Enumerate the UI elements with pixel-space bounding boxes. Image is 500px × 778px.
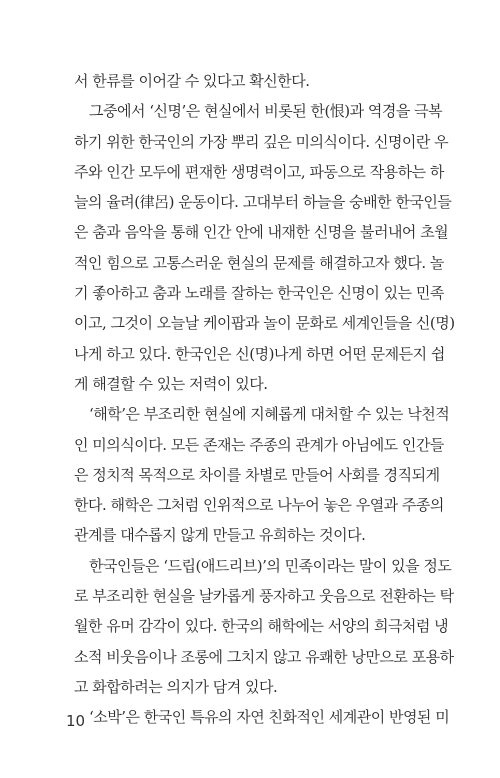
text-line: 적인 힘으로 고통스러운 현실의 문제를 해결하고자 했다. 놀 <box>74 253 444 272</box>
text-line: ‘소박’은 한국인 특유의 자연 친화적인 세계관이 반영된 미 <box>89 708 450 727</box>
text-line: 서 한류를 이어갈 수 있다고 확신한다. <box>74 72 310 90</box>
text-line: 소적 비웃음이나 조롱에 그치지 않고 유쾌한 낭만으로 포용하 <box>74 647 454 666</box>
text-line: 기 좋아하고 춤과 노래를 잘하는 한국인은 신명이 있는 민족 <box>74 284 444 303</box>
text-line: 한다. 해학은 그처럼 인위적으로 나누어 놓은 우열과 주종의 <box>74 496 444 515</box>
text-line: 월한 유머 감각이 있다. 한국의 해학에는 서양의 희극처럼 냉 <box>74 617 449 636</box>
text-line: 로 부조리한 현실을 날카롭게 풍자하고 웃음으로 전환하는 탁 <box>74 587 454 606</box>
text-line: 은 정치적 목적으로 차이를 차별로 만들어 사회를 경직되게 <box>74 465 440 484</box>
text-line: 이고, 그것이 오늘날 케이팝과 놀이 문화로 세계인들을 신(명) <box>74 314 455 333</box>
text-line: 인 미의식이다. 모든 존재는 주종의 관계가 아님에도 인간들 <box>74 435 444 454</box>
text-line: 주와 인간 모두에 편재한 생명력이고, 파동으로 작용하는 하 <box>74 162 444 181</box>
text-line: 관계를 대수롭지 않게 만들고 유희하는 것이다. <box>74 526 366 545</box>
text-line: 늘의 율려(律呂) 운동이다. 고대부터 하늘을 숭배한 한국인들 <box>74 193 452 212</box>
text-line: 은 춤과 음악을 통해 인간 안에 내재한 신명을 불러내어 초월 <box>74 223 449 242</box>
text-line: 한국인들은 ‘드립(애드리브)’의 민족이라는 말이 있을 정도 <box>89 556 452 575</box>
body-text <box>74 66 455 733</box>
text-line: 하기 위한 한국인의 가장 뿌리 깊은 미의식이다. 신명이란 우 <box>74 132 449 151</box>
text-line: 게 해결할 수 있는 저력이 있다. <box>74 374 268 393</box>
text-line: 나게 하고 있다. 한국인은 신(명)나게 하면 어떤 문제든지 쉽 <box>74 344 445 363</box>
text-line: ‘해학’은 부조리한 현실에 지혜롭게 대처할 수 있는 낙천적 <box>89 405 450 424</box>
text-line: 그중에서 ‘신명’은 현실에서 비롯된 한(恨)과 역경을 극복 <box>89 102 443 121</box>
text-line: 고 화합하려는 의지가 담겨 있다. <box>74 677 278 696</box>
page-number: 10 <box>66 712 86 730</box>
